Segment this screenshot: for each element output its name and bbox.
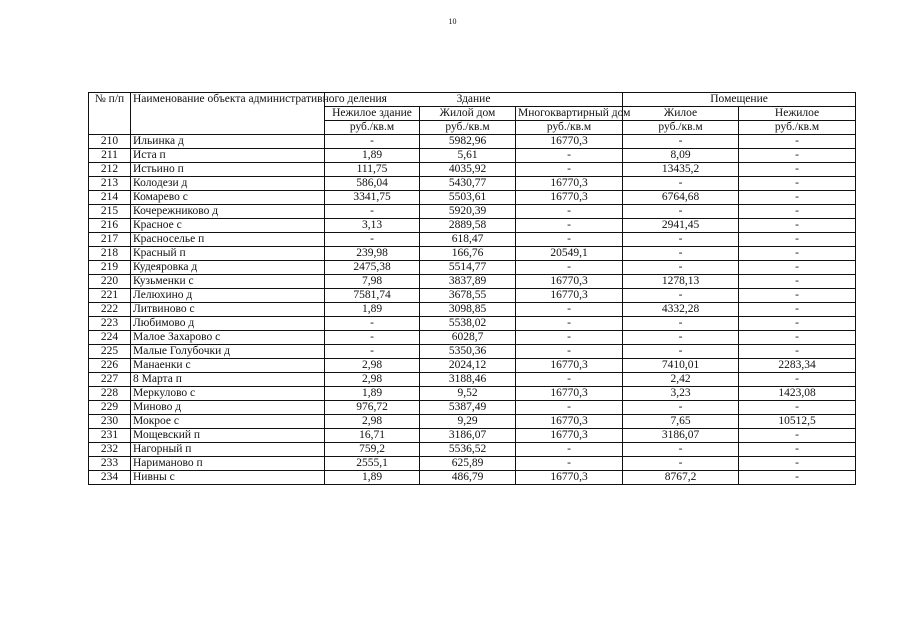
settlement-name-cell: Ильинка д	[131, 135, 325, 149]
unit-label: руб./кв.м	[739, 121, 856, 135]
residential-premises-cell: -	[623, 289, 739, 303]
settlement-name-cell: Литвиново с	[131, 303, 325, 317]
row-number-cell: 233	[89, 457, 131, 471]
nonresidential-building-cell: 2,98	[325, 373, 420, 387]
nonresidential-building-cell: 1,89	[325, 303, 420, 317]
table-row	[89, 471, 856, 485]
residential-premises-cell: 3,23	[623, 387, 739, 401]
residential-house-cell: 3188,46	[420, 373, 516, 387]
unit-label: руб./кв.м	[623, 121, 739, 135]
subheader-apartment-building: Многоквартирный дом	[516, 107, 623, 121]
unit-label: руб./кв.м	[420, 121, 516, 135]
nonresidential-premises-cell: -	[739, 373, 856, 387]
table-row	[89, 177, 856, 191]
table-row	[89, 261, 856, 275]
residential-house-cell: 5514,77	[420, 261, 516, 275]
nonresidential-premises-cell: -	[739, 401, 856, 415]
residential-premises-cell: 13435,2	[623, 163, 739, 177]
row-number-cell: 214	[89, 191, 131, 205]
settlement-name-cell: Иста п	[131, 149, 325, 163]
residential-premises-cell: -	[623, 443, 739, 457]
settlement-name-cell: Нагорный п	[131, 443, 325, 457]
residential-premises-cell: 3186,07	[623, 429, 739, 443]
price-table	[88, 92, 856, 485]
nonresidential-building-cell: 239,98	[325, 247, 420, 261]
settlement-name-cell: Малое Захарово с	[131, 331, 325, 345]
residential-premises-cell: 2,42	[623, 373, 739, 387]
apartment-building-cell: 16770,3	[516, 177, 623, 191]
residential-premises-cell: 8767,2	[623, 471, 739, 485]
nonresidential-building-cell: -	[325, 205, 420, 219]
table-row	[89, 149, 856, 163]
nonresidential-premises-cell: -	[739, 303, 856, 317]
nonresidential-premises-cell: -	[739, 443, 856, 457]
row-number-cell: 226	[89, 359, 131, 373]
settlement-name-cell: Красный п	[131, 247, 325, 261]
table-row	[89, 191, 856, 205]
row-number-cell: 222	[89, 303, 131, 317]
nonresidential-premises-cell: -	[739, 331, 856, 345]
table-row	[89, 345, 856, 359]
residential-house-cell: 6028,7	[420, 331, 516, 345]
header-name: Наименование объекта административного деления	[131, 93, 325, 135]
row-number-cell: 215	[89, 205, 131, 219]
residential-premises-cell: -	[623, 331, 739, 345]
residential-house-cell: 3098,85	[420, 303, 516, 317]
table-row	[89, 331, 856, 345]
residential-premises-cell: -	[623, 317, 739, 331]
nonresidential-premises-cell: 10512,5	[739, 415, 856, 429]
nonresidential-building-cell: -	[325, 317, 420, 331]
table-row	[89, 457, 856, 471]
nonresidential-building-cell: 586,04	[325, 177, 420, 191]
settlement-name-cell: Малые Голубочки д	[131, 345, 325, 359]
nonresidential-premises-cell: -	[739, 149, 856, 163]
unit-label: руб./кв.м	[325, 121, 420, 135]
apartment-building-cell: -	[516, 303, 623, 317]
settlement-name-cell: Кудеяровка д	[131, 261, 325, 275]
apartment-building-cell: -	[516, 261, 623, 275]
table-row	[89, 135, 856, 149]
apartment-building-cell: -	[516, 317, 623, 331]
table-row	[89, 247, 856, 261]
row-number-cell: 227	[89, 373, 131, 387]
residential-premises-cell: -	[623, 135, 739, 149]
apartment-building-cell: 16770,3	[516, 429, 623, 443]
nonresidential-premises-cell: -	[739, 317, 856, 331]
residential-premises-cell: 8,09	[623, 149, 739, 163]
table-row	[89, 317, 856, 331]
residential-house-cell: 5538,02	[420, 317, 516, 331]
settlement-name-cell: Нариманово п	[131, 457, 325, 471]
nonresidential-building-cell: 976,72	[325, 401, 420, 415]
residential-premises-cell: -	[623, 261, 739, 275]
table-row	[89, 205, 856, 219]
row-number-cell: 220	[89, 275, 131, 289]
row-number-cell: 229	[89, 401, 131, 415]
row-number-cell: 216	[89, 219, 131, 233]
settlement-name-cell: Кочережниково д	[131, 205, 325, 219]
settlement-name-cell: Истьино п	[131, 163, 325, 177]
residential-premises-cell: -	[623, 177, 739, 191]
apartment-building-cell: -	[516, 149, 623, 163]
unit-label: руб./кв.м	[516, 121, 623, 135]
apartment-building-cell: 16770,3	[516, 275, 623, 289]
table-row	[89, 219, 856, 233]
residential-house-cell: 166,76	[420, 247, 516, 261]
apartment-building-cell: -	[516, 233, 623, 247]
nonresidential-premises-cell: -	[739, 345, 856, 359]
table-row	[89, 415, 856, 429]
apartment-building-cell: 16770,3	[516, 289, 623, 303]
settlement-name-cell: Красное с	[131, 219, 325, 233]
residential-premises-cell: -	[623, 345, 739, 359]
apartment-building-cell: -	[516, 219, 623, 233]
nonresidential-building-cell: 3,13	[325, 219, 420, 233]
apartment-building-cell: 16770,3	[516, 191, 623, 205]
table-row	[89, 303, 856, 317]
residential-house-cell: 486,79	[420, 471, 516, 485]
residential-premises-cell: 7,65	[623, 415, 739, 429]
residential-house-cell: 625,89	[420, 457, 516, 471]
residential-premises-cell: -	[623, 247, 739, 261]
apartment-building-cell: 16770,3	[516, 471, 623, 485]
row-number-cell: 230	[89, 415, 131, 429]
subheader-nonresidential-building: Нежилое здание	[325, 107, 420, 121]
residential-premises-cell: 4332,28	[623, 303, 739, 317]
table-row	[89, 429, 856, 443]
header-premises: Помещение	[623, 93, 856, 107]
nonresidential-premises-cell: -	[739, 205, 856, 219]
residential-premises-cell: -	[623, 401, 739, 415]
residential-house-cell: 2024,12	[420, 359, 516, 373]
nonresidential-premises-cell: -	[739, 233, 856, 247]
apartment-building-cell: -	[516, 401, 623, 415]
settlement-name-cell: Нивны с	[131, 471, 325, 485]
row-number-cell: 217	[89, 233, 131, 247]
residential-premises-cell: 2941,45	[623, 219, 739, 233]
table-row	[89, 359, 856, 373]
header-num: № п/п	[89, 93, 131, 135]
nonresidential-building-cell: -	[325, 331, 420, 345]
nonresidential-premises-cell: -	[739, 471, 856, 485]
residential-premises-cell: -	[623, 233, 739, 247]
nonresidential-building-cell: 2475,38	[325, 261, 420, 275]
row-number-cell: 224	[89, 331, 131, 345]
row-number-cell: 225	[89, 345, 131, 359]
nonresidential-premises-cell: 2283,34	[739, 359, 856, 373]
nonresidential-premises-cell: -	[739, 219, 856, 233]
residential-house-cell: 5920,39	[420, 205, 516, 219]
table-body	[89, 135, 856, 485]
residential-house-cell: 5,61	[420, 149, 516, 163]
apartment-building-cell: -	[516, 443, 623, 457]
nonresidential-premises-cell: -	[739, 429, 856, 443]
table-row	[89, 289, 856, 303]
row-number-cell: 219	[89, 261, 131, 275]
residential-house-cell: 5982,96	[420, 135, 516, 149]
nonresidential-building-cell: 759,2	[325, 443, 420, 457]
apartment-building-cell: -	[516, 373, 623, 387]
subheader-residential-premises: Жилое	[623, 107, 739, 121]
nonresidential-premises-cell: -	[739, 163, 856, 177]
residential-house-cell: 618,47	[420, 233, 516, 247]
nonresidential-premises-cell: -	[739, 247, 856, 261]
residential-premises-cell: 6764,68	[623, 191, 739, 205]
nonresidential-premises-cell: -	[739, 191, 856, 205]
apartment-building-cell: -	[516, 457, 623, 471]
nonresidential-building-cell: 7581,74	[325, 289, 420, 303]
apartment-building-cell: -	[516, 205, 623, 219]
nonresidential-premises-cell: -	[739, 135, 856, 149]
settlement-name-cell: Кузьменки с	[131, 275, 325, 289]
row-number-cell: 210	[89, 135, 131, 149]
table-row	[89, 163, 856, 177]
nonresidential-premises-cell: -	[739, 457, 856, 471]
row-number-cell: 212	[89, 163, 131, 177]
nonresidential-building-cell: 2,98	[325, 359, 420, 373]
nonresidential-building-cell: 3341,75	[325, 191, 420, 205]
residential-house-cell: 3186,07	[420, 429, 516, 443]
settlement-name-cell: Мощевский п	[131, 429, 325, 443]
nonresidential-premises-cell: -	[739, 289, 856, 303]
table-row	[89, 443, 856, 457]
row-number-cell: 221	[89, 289, 131, 303]
apartment-building-cell: 16770,3	[516, 387, 623, 401]
page-number: 10	[448, 17, 457, 26]
residential-house-cell: 5387,49	[420, 401, 516, 415]
row-number-cell: 228	[89, 387, 131, 401]
row-number-cell: 218	[89, 247, 131, 261]
settlement-name-cell: Меркулово с	[131, 387, 325, 401]
nonresidential-building-cell: -	[325, 135, 420, 149]
nonresidential-building-cell: 7,98	[325, 275, 420, 289]
settlement-name-cell: Лелюхино д	[131, 289, 325, 303]
nonresidential-building-cell: 1,89	[325, 387, 420, 401]
residential-house-cell: 5350,36	[420, 345, 516, 359]
settlement-name-cell: Колодези д	[131, 177, 325, 191]
apartment-building-cell: 16770,3	[516, 135, 623, 149]
row-number-cell: 232	[89, 443, 131, 457]
residential-premises-cell: -	[623, 205, 739, 219]
apartment-building-cell: -	[516, 331, 623, 345]
nonresidential-building-cell: 1,89	[325, 471, 420, 485]
residential-house-cell: 2889,58	[420, 219, 516, 233]
table-row	[89, 233, 856, 247]
residential-house-cell: 5536,52	[420, 443, 516, 457]
residential-house-cell: 3678,55	[420, 289, 516, 303]
nonresidential-building-cell: 2,98	[325, 415, 420, 429]
residential-house-cell: 5503,61	[420, 191, 516, 205]
settlement-name-cell: Манаенки с	[131, 359, 325, 373]
settlement-name-cell: Любимово д	[131, 317, 325, 331]
nonresidential-building-cell: -	[325, 233, 420, 247]
nonresidential-building-cell: -	[325, 345, 420, 359]
row-number-cell: 213	[89, 177, 131, 191]
apartment-building-cell: 20549,1	[516, 247, 623, 261]
nonresidential-building-cell: 111,75	[325, 163, 420, 177]
settlement-name-cell: Комарево с	[131, 191, 325, 205]
residential-house-cell: 9,52	[420, 387, 516, 401]
table-row	[89, 401, 856, 415]
row-number-cell: 223	[89, 317, 131, 331]
nonresidential-premises-cell: -	[739, 177, 856, 191]
residential-premises-cell: -	[623, 457, 739, 471]
nonresidential-building-cell: 1,89	[325, 149, 420, 163]
nonresidential-building-cell: 16,71	[325, 429, 420, 443]
subheader-residential-house: Жилой дом	[420, 107, 516, 121]
apartment-building-cell: 16770,3	[516, 359, 623, 373]
row-number-cell: 231	[89, 429, 131, 443]
settlement-name-cell: 8 Марта п	[131, 373, 325, 387]
apartment-building-cell: -	[516, 345, 623, 359]
table-row	[89, 373, 856, 387]
settlement-name-cell: Красноселье п	[131, 233, 325, 247]
apartment-building-cell: -	[516, 163, 623, 177]
row-number-cell: 211	[89, 149, 131, 163]
apartment-building-cell: 16770,3	[516, 415, 623, 429]
residential-house-cell: 3837,89	[420, 275, 516, 289]
settlement-name-cell: Миново д	[131, 401, 325, 415]
row-number-cell: 234	[89, 471, 131, 485]
residential-house-cell: 5430,77	[420, 177, 516, 191]
settlement-name-cell: Мокрое с	[131, 415, 325, 429]
subheader-nonresidential-premises: Нежилое	[739, 107, 856, 121]
nonresidential-building-cell: 2555,1	[325, 457, 420, 471]
residential-premises-cell: 7410,01	[623, 359, 739, 373]
nonresidential-premises-cell: -	[739, 261, 856, 275]
residential-house-cell: 9,29	[420, 415, 516, 429]
residential-premises-cell: 1278,13	[623, 275, 739, 289]
nonresidential-premises-cell: 1423,08	[739, 387, 856, 401]
header-building: Здание	[325, 93, 623, 107]
table-row	[89, 275, 856, 289]
nonresidential-premises-cell: -	[739, 275, 856, 289]
table-row	[89, 387, 856, 401]
residential-house-cell: 4035,92	[420, 163, 516, 177]
